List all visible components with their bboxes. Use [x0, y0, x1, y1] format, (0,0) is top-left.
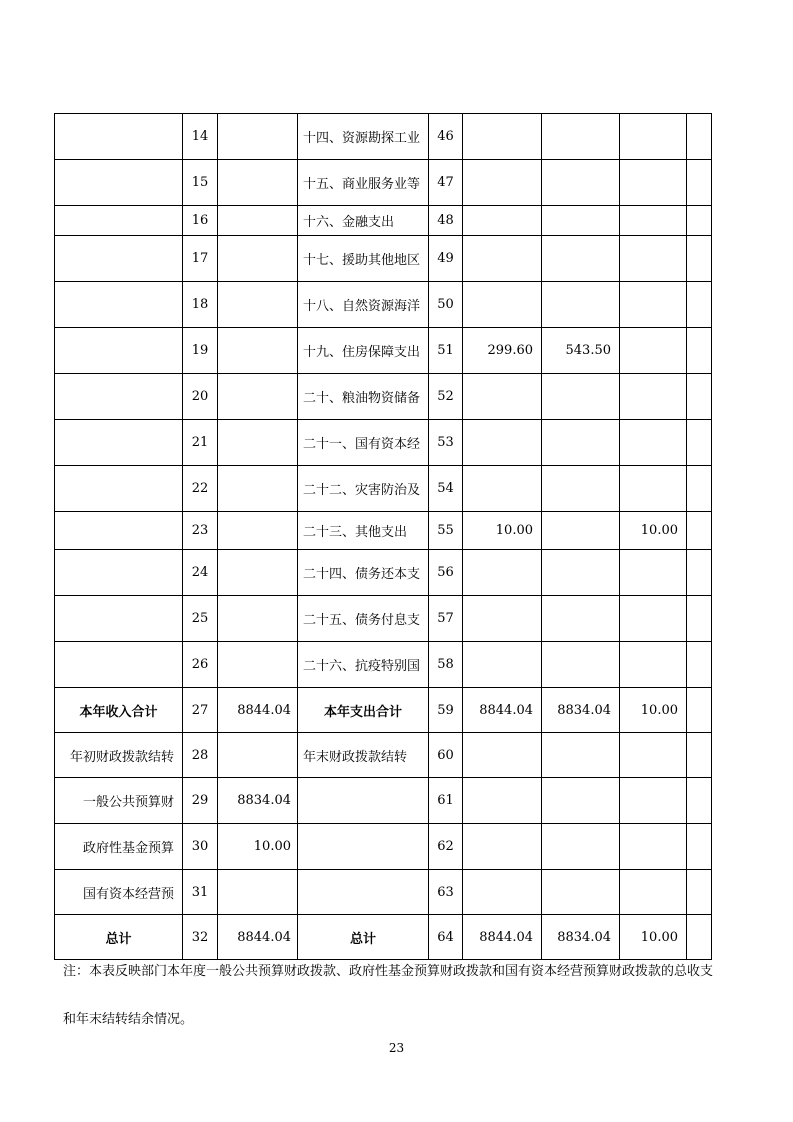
expense-item-cell: 十四、资源勘探工业 — [298, 114, 429, 160]
expense-row-no-cell: 50 — [429, 282, 463, 328]
total-cell — [463, 160, 542, 206]
expense-row-no-cell: 54 — [429, 466, 463, 512]
income-row-no-cell: 25 — [183, 596, 218, 642]
expense-item-cell — [298, 778, 429, 824]
state-capital-cell — [687, 688, 712, 733]
general-budget-cell — [542, 114, 620, 160]
general-budget-cell: 543.50 — [542, 328, 620, 374]
table-row — [55, 642, 712, 688]
income-item-cell — [55, 550, 183, 596]
expense-item-cell: 十六、金融支出 — [298, 206, 429, 236]
table-row — [55, 374, 712, 420]
income-item-cell — [55, 374, 183, 420]
income-row-no-cell: 27 — [183, 688, 218, 733]
general-budget-cell — [542, 642, 620, 688]
general-budget-cell: 8834.04 — [542, 688, 620, 733]
fund-budget-cell — [620, 374, 687, 420]
expense-row-no-cell: 48 — [429, 206, 463, 236]
page-number: 23 — [388, 1041, 405, 1055]
table-row — [55, 870, 712, 915]
income-item-cell — [55, 596, 183, 642]
general-budget-cell — [542, 160, 620, 206]
income-amount-cell — [218, 282, 298, 328]
income-row-no-cell: 14 — [183, 114, 218, 160]
expense-item-cell: 十五、商业服务业等 — [298, 160, 429, 206]
fund-budget-cell — [620, 778, 687, 824]
expense-row-no-cell: 53 — [429, 420, 463, 466]
total-cell — [463, 236, 542, 282]
income-row-no-cell: 26 — [183, 642, 218, 688]
expense-row-no-cell: 58 — [429, 642, 463, 688]
fund-budget-cell — [620, 206, 687, 236]
income-amount-cell — [218, 236, 298, 282]
expense-row-no-cell: 59 — [429, 688, 463, 733]
general-budget-cell — [542, 824, 620, 870]
total-cell — [463, 596, 542, 642]
total-cell — [463, 778, 542, 824]
expense-row-no-cell: 56 — [429, 550, 463, 596]
table-row — [55, 688, 712, 733]
state-capital-cell — [687, 778, 712, 824]
expense-item-cell: 二十二、灾害防治及 — [298, 466, 429, 512]
income-row-no-cell: 22 — [183, 466, 218, 512]
income-row-no-cell: 20 — [183, 374, 218, 420]
income-item-cell: 国有资本经营预 — [55, 870, 183, 915]
fund-budget-cell — [620, 114, 687, 160]
income-row-no-cell: 18 — [183, 282, 218, 328]
expense-row-no-cell: 62 — [429, 824, 463, 870]
expense-item-cell: 本年支出合计 — [298, 688, 429, 733]
income-row-no-cell: 15 — [183, 160, 218, 206]
table-row — [55, 596, 712, 642]
expense-item-cell: 二十六、抗疫特别国 — [298, 642, 429, 688]
expense-row-no-cell: 61 — [429, 778, 463, 824]
table-row — [55, 236, 712, 282]
income-row-no-cell: 30 — [183, 824, 218, 870]
general-budget-cell: 8834.04 — [542, 915, 620, 960]
total-cell — [463, 733, 542, 778]
table-row — [55, 550, 712, 596]
expense-item-cell: 二十五、债务付息支 — [298, 596, 429, 642]
fund-budget-cell — [620, 596, 687, 642]
expense-row-no-cell: 49 — [429, 236, 463, 282]
income-amount-cell — [218, 328, 298, 374]
income-item-cell: 总计 — [55, 915, 183, 960]
income-item-cell — [55, 160, 183, 206]
income-amount-cell — [218, 733, 298, 778]
general-budget-cell — [542, 466, 620, 512]
fund-budget-cell: 10.00 — [620, 688, 687, 733]
fund-budget-cell — [620, 824, 687, 870]
table-row — [55, 512, 712, 550]
income-row-no-cell: 24 — [183, 550, 218, 596]
expense-item-cell: 年末财政拨款结转 — [298, 733, 429, 778]
expense-row-no-cell: 51 — [429, 328, 463, 374]
total-cell — [463, 420, 542, 466]
table-row — [55, 328, 712, 374]
income-row-no-cell: 16 — [183, 206, 218, 236]
budget-table — [54, 113, 712, 960]
income-item-cell: 一般公共预算财 — [55, 778, 183, 824]
state-capital-cell — [687, 328, 712, 374]
fund-budget-cell — [620, 328, 687, 374]
fund-budget-cell — [620, 550, 687, 596]
income-item-cell: 政府性基金预算 — [55, 824, 183, 870]
table-row — [55, 160, 712, 206]
income-amount-cell — [218, 642, 298, 688]
general-budget-cell — [542, 282, 620, 328]
general-budget-cell — [542, 420, 620, 466]
state-capital-cell — [687, 550, 712, 596]
fund-budget-cell — [620, 236, 687, 282]
expense-item-cell: 十九、住房保障支出 — [298, 328, 429, 374]
income-amount-cell: 10.00 — [218, 824, 298, 870]
income-amount-cell — [218, 374, 298, 420]
fund-budget-cell: 10.00 — [620, 915, 687, 960]
table-row — [55, 733, 712, 778]
general-budget-cell — [542, 550, 620, 596]
income-amount-cell — [218, 420, 298, 466]
income-item-cell — [55, 642, 183, 688]
expense-item-cell: 二十、粮油物资储备 — [298, 374, 429, 420]
state-capital-cell — [687, 466, 712, 512]
total-cell — [463, 550, 542, 596]
fund-budget-cell — [620, 282, 687, 328]
state-capital-cell — [687, 160, 712, 206]
total-cell — [463, 642, 542, 688]
total-cell: 8844.04 — [463, 688, 542, 733]
expense-item-cell: 二十四、债务还本支 — [298, 550, 429, 596]
income-item-cell — [55, 420, 183, 466]
expense-row-no-cell: 57 — [429, 596, 463, 642]
income-amount-cell — [218, 596, 298, 642]
income-item-cell — [55, 328, 183, 374]
table-row — [55, 114, 712, 160]
expense-row-no-cell: 47 — [429, 160, 463, 206]
income-amount-cell: 8834.04 — [218, 778, 298, 824]
state-capital-cell — [687, 114, 712, 160]
state-capital-cell — [687, 374, 712, 420]
income-amount-cell: 8844.04 — [218, 915, 298, 960]
fund-budget-cell — [620, 160, 687, 206]
table-note: 注：本表反映部门本年度一般公共预算财政拨款、政府性基金预算财政拨款和国有资本经营预算财政拨款的总收支和年末结转结余情况。 — [63, 964, 714, 1027]
fund-budget-cell — [620, 420, 687, 466]
income-row-no-cell: 23 — [183, 512, 218, 550]
income-item-cell — [55, 206, 183, 236]
fund-budget-cell — [620, 870, 687, 915]
income-item-cell: 年初财政拨款结转 — [55, 733, 183, 778]
income-amount-cell — [218, 160, 298, 206]
expense-item-cell: 二十三、其他支出 — [298, 512, 429, 550]
income-item-cell — [55, 236, 183, 282]
general-budget-cell — [542, 870, 620, 915]
state-capital-cell — [687, 420, 712, 466]
total-cell — [463, 824, 542, 870]
total-cell: 299.60 — [463, 328, 542, 374]
total-cell — [463, 466, 542, 512]
table-row — [55, 466, 712, 512]
fund-budget-cell — [620, 642, 687, 688]
expense-item-cell — [298, 870, 429, 915]
income-item-cell — [55, 512, 183, 550]
state-capital-cell — [687, 596, 712, 642]
general-budget-cell — [542, 206, 620, 236]
income-row-no-cell: 28 — [183, 733, 218, 778]
expense-row-no-cell: 52 — [429, 374, 463, 420]
state-capital-cell — [687, 870, 712, 915]
expense-item-cell: 二十一、国有资本经 — [298, 420, 429, 466]
total-cell: 10.00 — [463, 512, 542, 550]
table-row — [55, 206, 712, 236]
total-cell: 8844.04 — [463, 915, 542, 960]
state-capital-cell — [687, 512, 712, 550]
income-amount-cell — [218, 114, 298, 160]
general-budget-cell — [542, 236, 620, 282]
expense-item-cell: 总计 — [298, 915, 429, 960]
fund-budget-cell: 10.00 — [620, 512, 687, 550]
income-row-no-cell: 19 — [183, 328, 218, 374]
expense-item-cell — [298, 824, 429, 870]
state-capital-cell — [687, 824, 712, 870]
income-row-no-cell: 17 — [183, 236, 218, 282]
income-item-cell — [55, 466, 183, 512]
total-cell — [463, 114, 542, 160]
income-row-no-cell: 21 — [183, 420, 218, 466]
income-row-no-cell: 32 — [183, 915, 218, 960]
expense-item-cell: 十七、援助其他地区 — [298, 236, 429, 282]
income-item-cell — [55, 282, 183, 328]
total-cell — [463, 374, 542, 420]
income-item-cell: 本年收入合计 — [55, 688, 183, 733]
income-amount-cell — [218, 550, 298, 596]
income-item-cell — [55, 114, 183, 160]
general-budget-cell — [542, 512, 620, 550]
general-budget-cell — [542, 596, 620, 642]
total-cell — [463, 282, 542, 328]
general-budget-cell — [542, 374, 620, 420]
income-amount-cell — [218, 870, 298, 915]
general-budget-cell — [542, 733, 620, 778]
income-row-no-cell: 31 — [183, 870, 218, 915]
fund-budget-cell — [620, 733, 687, 778]
expense-item-cell: 十八、自然资源海洋 — [298, 282, 429, 328]
fund-budget-cell — [620, 466, 687, 512]
income-amount-cell: 8844.04 — [218, 688, 298, 733]
income-amount-cell — [218, 466, 298, 512]
expense-row-no-cell: 64 — [429, 915, 463, 960]
table-row — [55, 420, 712, 466]
state-capital-cell — [687, 206, 712, 236]
expense-row-no-cell: 63 — [429, 870, 463, 915]
table-row — [55, 824, 712, 870]
state-capital-cell — [687, 733, 712, 778]
expense-row-no-cell: 46 — [429, 114, 463, 160]
total-cell — [463, 206, 542, 236]
income-amount-cell — [218, 512, 298, 550]
expense-row-no-cell: 60 — [429, 733, 463, 778]
state-capital-cell — [687, 236, 712, 282]
income-amount-cell — [218, 206, 298, 236]
state-capital-cell — [687, 642, 712, 688]
state-capital-cell — [687, 282, 712, 328]
table-body — [55, 114, 712, 960]
income-row-no-cell: 29 — [183, 778, 218, 824]
expense-row-no-cell: 55 — [429, 512, 463, 550]
table-row — [55, 282, 712, 328]
general-budget-cell — [542, 778, 620, 824]
total-cell — [463, 870, 542, 915]
table-row — [55, 778, 712, 824]
